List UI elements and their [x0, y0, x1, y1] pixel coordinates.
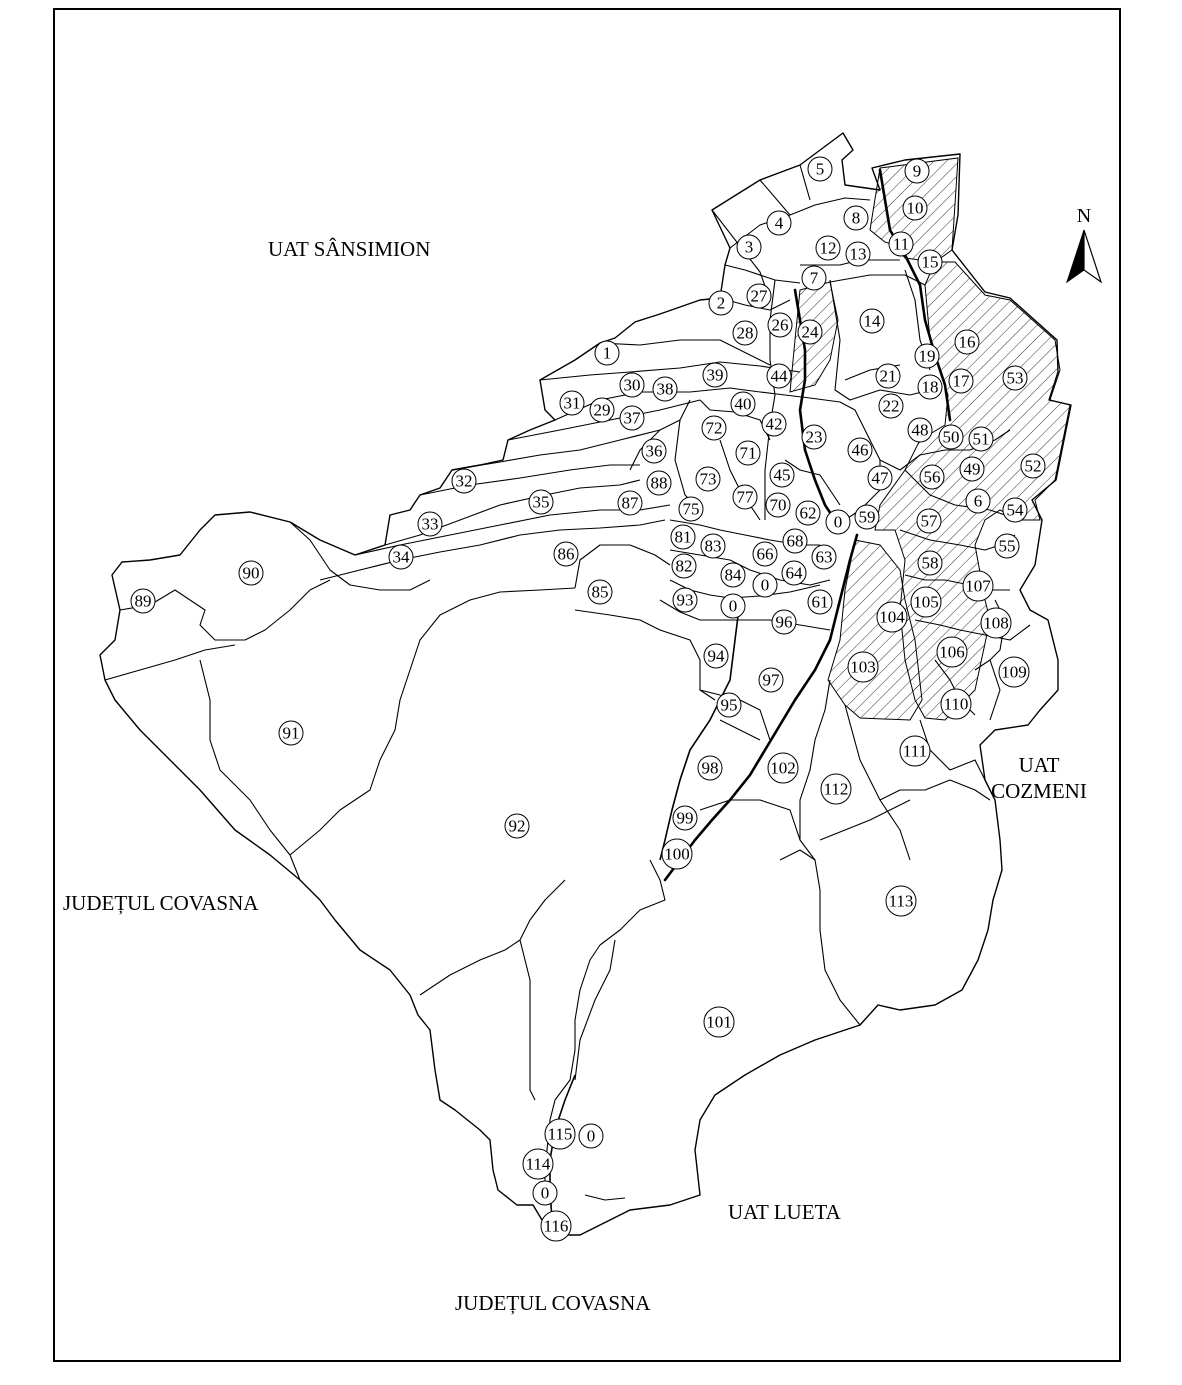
parcel-number: 32: [455, 471, 473, 491]
parcel-number: 10: [906, 198, 924, 218]
parcel-marker: [672, 554, 696, 578]
parcel-number: 63: [815, 547, 833, 567]
parcel-number: 42: [765, 414, 783, 434]
parcel-number: 114: [525, 1154, 551, 1174]
parcel-number: 16: [958, 332, 976, 352]
parcel-marker: [808, 590, 832, 614]
parcel-number: 48: [911, 420, 929, 440]
parcel-marker: [802, 425, 826, 449]
parcel-marker: [903, 196, 927, 220]
parcel-number: 26: [771, 315, 789, 335]
parcel-number: 64: [785, 563, 803, 583]
parcel-marker: [876, 364, 900, 388]
parcel-number: 0: [760, 575, 770, 595]
parcel-marker: [702, 416, 726, 440]
parcel-marker: [620, 406, 644, 430]
parcel-marker: [709, 291, 733, 315]
parcel-marker: [731, 392, 755, 416]
parcel-marker: [879, 394, 903, 418]
parcel-number: 104: [879, 607, 905, 627]
parcel-marker: [673, 806, 697, 830]
parcel-marker: [768, 313, 792, 337]
parcel-marker: [860, 309, 884, 333]
parcel-number: 85: [591, 582, 609, 602]
parcel-number: 83: [704, 536, 722, 556]
parcel-number: 22: [882, 396, 900, 416]
parcel-marker: [848, 652, 878, 682]
parcel-number: 18: [921, 377, 939, 397]
parcel-number: 15: [921, 252, 939, 272]
parcel-number: 96: [775, 612, 793, 632]
parcel-number: 13: [849, 244, 867, 264]
parcel-number: 109: [1001, 662, 1027, 682]
parcel-marker: [653, 377, 677, 401]
parcel-marker: [389, 545, 413, 569]
parcel-number: 77: [736, 487, 754, 507]
parcel-marker: [762, 412, 786, 436]
parcel-number: 99: [676, 808, 694, 828]
parcel-number: 108: [983, 613, 1009, 633]
parcel-marker: [941, 689, 971, 719]
label-uat-sansimion: UAT SÂNSIMION: [268, 237, 431, 261]
parcel-number: 105: [913, 592, 939, 612]
parcel-number: 49: [963, 459, 981, 479]
parcel-number: 35: [532, 492, 550, 512]
parcel-marker: [821, 774, 851, 804]
parcel-number: 47: [871, 468, 889, 488]
parcel-number: 46: [851, 440, 869, 460]
parcel-number: 53: [1006, 368, 1024, 388]
north-arrow: [1067, 205, 1101, 282]
parcel-number: 58: [921, 553, 939, 573]
parcel-marker: [620, 373, 644, 397]
parcel-number: 66: [756, 544, 774, 564]
parcel-marker: [579, 1124, 603, 1148]
stream-west: [660, 600, 740, 860]
parcel-marker: [679, 497, 703, 521]
parcel-number: 81: [674, 527, 692, 547]
parcel-marker: [949, 369, 973, 393]
parcel-marker: [889, 232, 913, 256]
parcel-marker: [560, 391, 584, 415]
parcel-number: 19: [918, 346, 936, 366]
parcel-marker: [747, 284, 771, 308]
parcel-marker: [703, 363, 727, 387]
parcel-number: 5: [815, 159, 825, 179]
parcel-marker: [717, 693, 741, 717]
parcel-number: 93: [676, 590, 694, 610]
parcel-number: 90: [242, 563, 260, 583]
parcel-number: 45: [773, 465, 791, 485]
parcel-number: 52: [1024, 456, 1042, 476]
parcel-marker: [918, 375, 942, 399]
parcel-marker: [877, 602, 907, 632]
parcel-marker: [900, 736, 930, 766]
parcel-marker: [826, 510, 850, 534]
parcel-number: 4: [774, 213, 784, 233]
parcel-number: 17: [952, 371, 970, 391]
parcel-number: 37: [623, 408, 641, 428]
parcel-marker: [505, 814, 529, 838]
parcel-marker: [529, 490, 553, 514]
parcel-marker: [239, 561, 263, 585]
parcel-number: 3: [744, 237, 754, 257]
parcel-marker: [816, 236, 840, 260]
parcel-number: 88: [650, 473, 668, 493]
parcel-number: 111: [902, 741, 928, 761]
parcel-marker: [554, 542, 578, 566]
parcel-number: 12: [819, 238, 837, 258]
parcel-number: 55: [998, 536, 1016, 556]
parcel-marker: [918, 250, 942, 274]
parcel-marker: [736, 441, 760, 465]
north-arrow-icon: [1067, 230, 1084, 282]
parcel-number: 75: [682, 499, 700, 519]
parcel-marker: [590, 398, 614, 422]
parcel-number: 89: [134, 591, 152, 611]
parcel-number: 30: [623, 375, 641, 395]
parcel-number: 8: [851, 208, 861, 228]
parcel-marker: [671, 525, 695, 549]
parcel-number: 91: [282, 723, 300, 743]
parcel-marker: [523, 1149, 553, 1179]
parcel-marker: [999, 657, 1029, 687]
parcel-marker: [1003, 366, 1027, 390]
parcel-number: 2: [716, 293, 726, 313]
parcel-number: 24: [801, 322, 819, 342]
parcel-number: 70: [769, 495, 787, 515]
parcel-marker: [995, 534, 1019, 558]
parcel-number: 71: [739, 443, 757, 463]
parcel-marker: [452, 469, 476, 493]
parcel-marker: [737, 235, 761, 259]
parcel-number: 27: [750, 286, 768, 306]
parcel-marker: [802, 266, 826, 290]
parcel-number: 94: [707, 646, 725, 666]
parcel-marker: [796, 501, 820, 525]
parcel-marker: [767, 364, 791, 388]
parcel-number: 57: [920, 511, 938, 531]
label-uat-cozmeni-line2: COZMENI: [991, 779, 1087, 803]
parcel-number: 23: [805, 427, 823, 447]
parcel-marker: [868, 466, 892, 490]
parcel-marker: [937, 637, 967, 667]
parcel-marker: [767, 211, 791, 235]
parcel-number: 0: [586, 1126, 596, 1146]
parcel-number: 62: [799, 503, 817, 523]
parcel-marker: [701, 534, 725, 558]
parcel-number: 112: [823, 779, 849, 799]
parcel-marker: [545, 1119, 575, 1149]
parcel-marker: [844, 206, 868, 230]
parcel-marker: [846, 242, 870, 266]
parcel-marker: [939, 425, 963, 449]
parcel-number: 102: [770, 758, 796, 778]
parcel-marker: [908, 418, 932, 442]
parcel-number: 61: [811, 592, 829, 612]
parcel-marker: [721, 563, 745, 587]
parcel-marker: [733, 321, 757, 345]
parcel-marker: [1021, 454, 1045, 478]
parcel-marker: [855, 505, 879, 529]
parcel-number: 59: [858, 507, 876, 527]
parcel-marker: [642, 439, 666, 463]
parcel-marker: [533, 1181, 557, 1205]
parcel-marker: [704, 1007, 734, 1037]
parcel-number: 101: [706, 1012, 732, 1032]
parcel-number: 7: [809, 268, 819, 288]
parcel-number: 72: [705, 418, 723, 438]
parcel-number: 68: [786, 531, 804, 551]
parcel-marker: [647, 471, 671, 495]
parcel-marker: [541, 1211, 571, 1241]
parcel-number: 116: [543, 1216, 569, 1236]
parcel-number: 11: [892, 234, 910, 254]
parcel-number: 33: [421, 514, 439, 534]
parcel-marker: [917, 509, 941, 533]
parcel-marker: [981, 608, 1011, 638]
parcel-marker: [969, 427, 993, 451]
parcel-number: 21: [879, 366, 897, 386]
parcel-number: 100: [664, 844, 690, 864]
parcel-number: 14: [863, 311, 881, 331]
parcel-number: 98: [701, 758, 719, 778]
parcel-number: 0: [540, 1183, 550, 1203]
parcel-marker: [673, 588, 697, 612]
parcel-marker: [963, 571, 993, 601]
label-uat-lueta: UAT LUETA: [728, 1200, 841, 1224]
parcel-number: 0: [728, 596, 738, 616]
parcel-marker: [595, 341, 619, 365]
parcel-number: 34: [392, 547, 410, 567]
parcel-marker: [783, 529, 807, 553]
parcel-marker: [418, 512, 442, 536]
parcel-marker: [920, 465, 944, 489]
parcel-number: 110: [943, 694, 969, 714]
parcel-marker: [733, 485, 757, 509]
parcel-marker: [753, 542, 777, 566]
parcel-marker: [955, 330, 979, 354]
parcel-marker: [915, 344, 939, 368]
parcel-marker: [808, 157, 832, 181]
parcel-marker: [905, 159, 929, 183]
parcel-marker: [759, 668, 783, 692]
parcel-number: 0: [833, 512, 843, 532]
label-judet-covasna-west: JUDEȚUL COVASNA: [63, 891, 259, 915]
parcel-marker: [768, 753, 798, 783]
parcel-number: 87: [621, 493, 639, 513]
parcel-number: 28: [736, 323, 754, 343]
parcel-marker: [770, 463, 794, 487]
parcel-number: 103: [850, 657, 876, 677]
parcel-marker: [704, 644, 728, 668]
parcel-marker: [1003, 498, 1027, 522]
parcel-number: 31: [563, 393, 581, 413]
label-judet-covasna-south: JUDEȚUL COVASNA: [455, 1291, 651, 1315]
parcel-number: 44: [770, 366, 788, 386]
parcel-number: 1: [602, 343, 612, 363]
parcel-marker: [911, 587, 941, 617]
parcel-marker: [812, 545, 836, 569]
parcel-number: 86: [557, 544, 575, 564]
parcel-marker: [698, 756, 722, 780]
parcel-marker: [618, 491, 642, 515]
north-letter: N: [1076, 205, 1092, 227]
parcel-number: 6: [973, 491, 983, 511]
parcel-number: 36: [645, 441, 663, 461]
parcel-marker: [662, 839, 692, 869]
parcel-number: 73: [699, 469, 717, 489]
parcel-number: 107: [965, 576, 991, 596]
parcel-marker: [782, 561, 806, 585]
parcel-number: 54: [1006, 500, 1024, 520]
label-uat-cozmeni-line1: UAT: [1018, 753, 1060, 777]
parcel-marker: [131, 589, 155, 613]
parcel-marker: [279, 721, 303, 745]
parcel-marker: [588, 580, 612, 604]
parcel-number: 92: [508, 816, 526, 836]
parcel-marker: [918, 551, 942, 575]
parcel-marker: [766, 493, 790, 517]
parcel-number: 38: [656, 379, 674, 399]
parcel-marker: [696, 467, 720, 491]
parcel-marker: [886, 886, 916, 916]
parcel-number: 97: [762, 670, 780, 690]
parcel-number: 56: [923, 467, 941, 487]
parcel-number: 106: [939, 642, 965, 662]
parcel-number: 29: [593, 400, 611, 420]
parcel-number: 40: [734, 394, 752, 414]
parcel-marker: [721, 594, 745, 618]
parcel-number: 115: [547, 1124, 573, 1144]
parcel-marker: [798, 320, 822, 344]
parcel-number: 113: [888, 891, 914, 911]
parcel-marker: [960, 457, 984, 481]
parcel-number: 50: [942, 427, 960, 447]
parcel-marker: [966, 489, 990, 513]
parcel-marker: [772, 610, 796, 634]
parcel-marker: [753, 573, 777, 597]
parcel-number: 95: [720, 695, 738, 715]
parcel-number: 39: [706, 365, 724, 385]
parcel-number: 82: [675, 556, 693, 576]
parcel-number: 9: [912, 161, 922, 181]
parcel-marker: [848, 438, 872, 462]
parcel-number: 84: [724, 565, 742, 585]
parcel-number: 51: [972, 429, 990, 449]
